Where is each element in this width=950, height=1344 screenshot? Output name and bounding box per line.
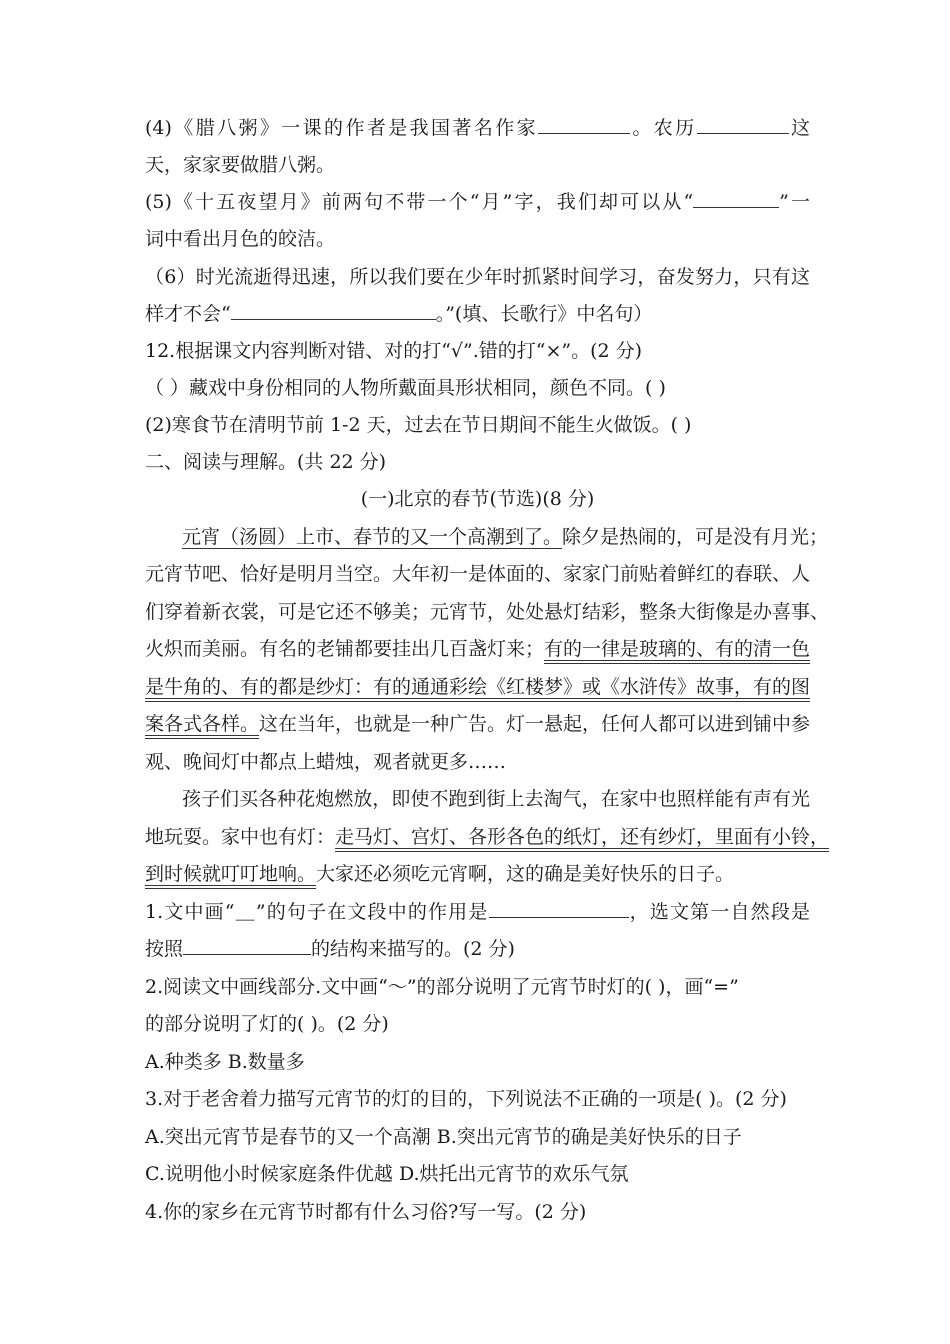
- q3-options-cd: C.说明他小时候家庭条件优越 D.烘托出元宵节的欢乐气氛: [145, 1163, 629, 1185]
- q4-title: 4.你的家乡在元宵节时都有什么习俗?写一写。(2 分): [145, 1201, 587, 1223]
- q5-blank[interactable]: [693, 187, 779, 208]
- passage-title: (一)北京的春节(节选)(8 分): [360, 488, 595, 510]
- q12-item2: (2)寒食节在清明节前 1-2 天，过去在节日期间不能生火做饭。( ): [145, 414, 692, 436]
- q4-line2: 天，家家要做腊八粥。: [145, 154, 336, 176]
- q5-line2: 词中看出月色的皎洁。: [145, 228, 336, 250]
- p1-line6: [145, 709, 810, 739]
- q6-line1: （6）时光流逝得迅速，所以我们要在少年时抓紧时间学习，奋发努力，只有这: [145, 266, 810, 288]
- q1-blank-structure[interactable]: [183, 934, 311, 955]
- p1-line5: [145, 672, 810, 702]
- p1-line2: 元宵节吧、恰好是明月当空。大年初一是体面的、家家门前贴着鲜红的春联、人: [145, 563, 811, 585]
- q6-text-a: 样才不会“: [145, 303, 231, 325]
- q1-text-b: ，选文第一自然段是: [628, 901, 810, 923]
- q2-options: A.种类多 B.数量多: [145, 1051, 305, 1073]
- q2-line2: 的部分说明了灯的( )。(2 分): [145, 1013, 389, 1035]
- q1-line2: [145, 934, 810, 964]
- p1-l6-marked: 案各式各样。: [145, 713, 260, 735]
- p2-l3-marked: 到时候就叮叮地响。: [145, 863, 317, 885]
- q3-options-ab: A.突出元宵节是春节的又一个高潮 B.突出元宵节的确是美好快乐的日子: [145, 1126, 742, 1148]
- q1-line1: [145, 897, 810, 927]
- p2-l3-rest: 大家还必须吃元宵啊，这的确是美好快乐的日子。: [316, 863, 735, 885]
- p1-line4: [145, 634, 810, 664]
- section2-heading: 二、阅读与理解。(共 22 分): [145, 451, 387, 473]
- p1-l4-pre: 火炽而美丽。有名的老铺都要挂出几百盏灯来；: [145, 638, 545, 660]
- q4-blank-author[interactable]: [538, 113, 630, 134]
- p1-l1-rest: 除夕是热闹的，可是没有月光；: [562, 526, 829, 548]
- p1-line1: [182, 522, 829, 552]
- p2-line2: [145, 822, 830, 852]
- q2-line1: 2.阅读文中画线部分.文中画“～”的部分说明了元宵节时灯的( )，画“=”: [145, 976, 739, 998]
- q1-blank-role[interactable]: [489, 897, 629, 918]
- q4-text-a: (4)《腊八粥》一课的作者是我国著名作家: [145, 117, 538, 139]
- q4-text-b: 。农历: [630, 117, 697, 139]
- p1-line3: 们穿着新衣裳，可是它还不够美；元宵节，处处悬灯结彩，整条大街像是办喜事、: [145, 601, 830, 623]
- p1-l5-marked: 是牛角的、有的都是纱灯：有的通通彩绘《红楼梦》或《水浒传》故事，有的图: [145, 676, 811, 698]
- p2-line3: [145, 859, 810, 889]
- q3-title: 3.对于老舍着力描写元宵节的灯的目的，下列说法不正确的一项是( )。(2 分): [145, 1088, 787, 1110]
- p2-l2-pre: 地玩耍。家中也有灯：: [145, 826, 336, 848]
- q1-text-d: 的结构来描写的。(2 分): [311, 938, 515, 960]
- q4-line1: [145, 113, 810, 143]
- q5-text-b: ”一: [779, 191, 810, 213]
- q4-text-c: 这: [788, 117, 810, 139]
- p2-line1: 孩子们买各种花炮燃放，即使不跑到街上去淘气，在家中也照样能有声有光: [182, 788, 810, 810]
- q6-line2: [145, 299, 810, 329]
- p1-l6-rest: 这在当年，也就是一种广告。灯一悬起，任何人都可以进到铺中参: [259, 713, 811, 735]
- q1-text-a: 1.文中画“＿”的句子在文段中的作用是: [145, 901, 489, 923]
- q12-item1: （ ）藏戏中身份相同的人物所戴面具形状相同，颜色不同。( ): [145, 377, 666, 399]
- p2-l2-marked: 走马灯、宫灯、各形各色的纸灯，还有纱灯，里面有小铃，: [335, 826, 830, 848]
- q12-title: 12.根据课文内容判断对错、对的打“√”.错的打“×”。(2 分): [145, 340, 643, 362]
- p1-line7: 观、晚间灯中都点上蜡烛，观者就更多……: [145, 751, 507, 773]
- q1-text-c: 按照: [145, 938, 184, 960]
- q6-text-b: 。”(填、长歌行》中名句）: [435, 303, 653, 325]
- q4-blank-date[interactable]: [697, 113, 789, 134]
- q5-line1: [145, 187, 810, 217]
- p1-underlined-sentence: 元宵（汤圆）上市、春节的又一个高潮到了。: [182, 526, 563, 548]
- p1-l4-marked: 有的一律是玻璃的、有的清一色: [544, 638, 811, 660]
- q5-text-a: (5)《十五夜望月》前两句不带一个“月”字，我们却可以从“: [145, 191, 694, 213]
- q6-blank[interactable]: [231, 299, 436, 320]
